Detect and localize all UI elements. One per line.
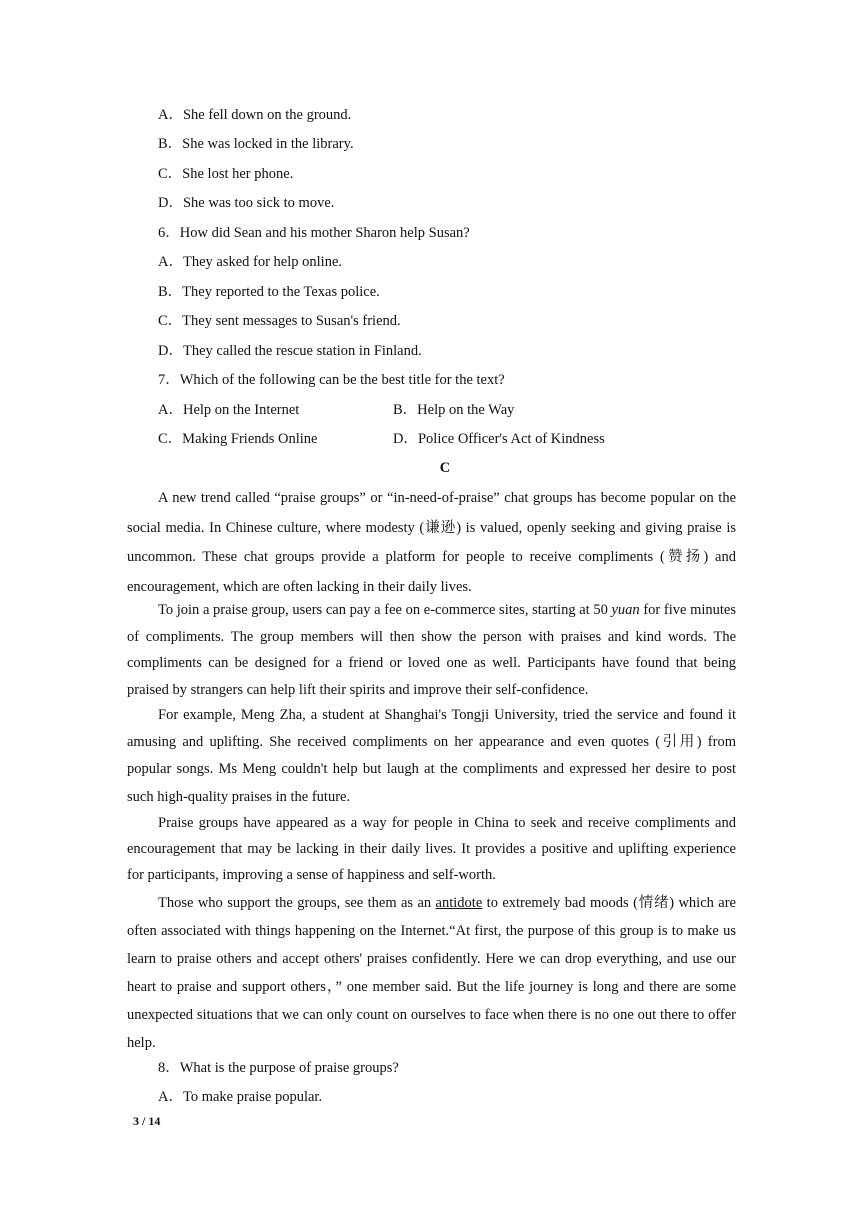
passage-paragraph-1: A new trend called “praise groups” or “in-need-of-praise” chat groups has become popular on the social media. In Chinese culture, where modesty (谦逊) is valued, openly seeking and giving praise is uncommon. These chat groups provide a platform for people to receive compliments (赞扬) and encouragement, which are often lacking in their daily lives. bbox=[127, 490, 736, 595]
passage-paragraph-3: For example, Meng Zha, a student at Shanghai's Tongji University, tried the service and found it amusing and uplifting. She received compliments on her appearance and even quotes (引用) from popular songs. Ms Meng couldn't help but laugh at the compliments and expressed her desire to post such high-quality praises in the future. bbox=[127, 707, 736, 805]
q6-question: 6．How did Sean and his mother Sharon help Susan? bbox=[158, 225, 470, 241]
q8-option-a: A．To make praise popular. bbox=[158, 1089, 323, 1105]
q8-question: 8．What is the purpose of praise groups? bbox=[158, 1060, 399, 1076]
q5-option-b: B．She was locked in the library. bbox=[158, 136, 354, 152]
passage-paragraph-2-text-end: for five minutes of compliments. The group members will then show the person with praises and kind words. The compliments can be designed for a friend or loved one as well. Participants have found that being praised by strangers can help lift their spirits and improve their self-confidence. bbox=[127, 602, 736, 698]
passage-paragraph-5-text-end: to extremely bad moods (情绪) which are often associated with things happening on the Internet.“At first, the purpose of this group is to make us learn to praise others and accept others' praises confidently. Here we can drop everything, and use our heart to praise and support others，” one member said. But the life journey is long and there are some unexpected situations that we can only count on ourselves to face when there is no one out there to offer help. bbox=[127, 895, 736, 1051]
q7-question: 7．Which of the following can be the best title for the text? bbox=[158, 372, 505, 388]
q5-option-c: C．She lost her phone. bbox=[158, 166, 294, 182]
q5-option-a: A．She fell down on the ground. bbox=[158, 107, 352, 123]
section-heading-c: C bbox=[439, 460, 451, 476]
page-number: 3 / 14 bbox=[133, 1114, 161, 1128]
q5-option-d: D．She was too sick to move. bbox=[158, 195, 335, 211]
q6-option-c: C．They sent messages to Susan's friend. bbox=[158, 313, 401, 329]
passage-paragraph-5 bbox=[127, 889, 736, 1057]
q6-option-b: B．They reported to the Texas police. bbox=[158, 284, 380, 300]
q6-option-d: D．They called the rescue station in Finland. bbox=[158, 343, 422, 359]
passage-paragraph-2-text-start: To join a praise group, users can pay a fee on e-commerce sites, starting at 50 bbox=[158, 602, 612, 618]
passage-paragraph-4: Praise groups have appeared as a way for people in China to seek and receive compliments and encouragement that may be lacking in their daily lives. It provides a positive and uplifting experience for participants, improving a sense of happiness and self-worth. bbox=[127, 815, 736, 883]
q6-option-a: A．They asked for help online. bbox=[158, 254, 343, 270]
passage-paragraph-2 bbox=[127, 597, 736, 703]
passage-paragraph-5-text-start: Those who support the groups, see them as an bbox=[158, 895, 436, 911]
underlined-word-antidote: antidote bbox=[435, 895, 483, 911]
q7-option-c: C．Making Friends Online bbox=[158, 431, 318, 447]
currency-word-yuan: yuan bbox=[611, 602, 640, 618]
q7-option-a: A．Help on the Internet bbox=[158, 402, 300, 418]
q7-option-b: B．Help on the Way bbox=[393, 402, 515, 418]
q7-option-d: D．Police Officer's Act of Kindness bbox=[393, 431, 605, 447]
